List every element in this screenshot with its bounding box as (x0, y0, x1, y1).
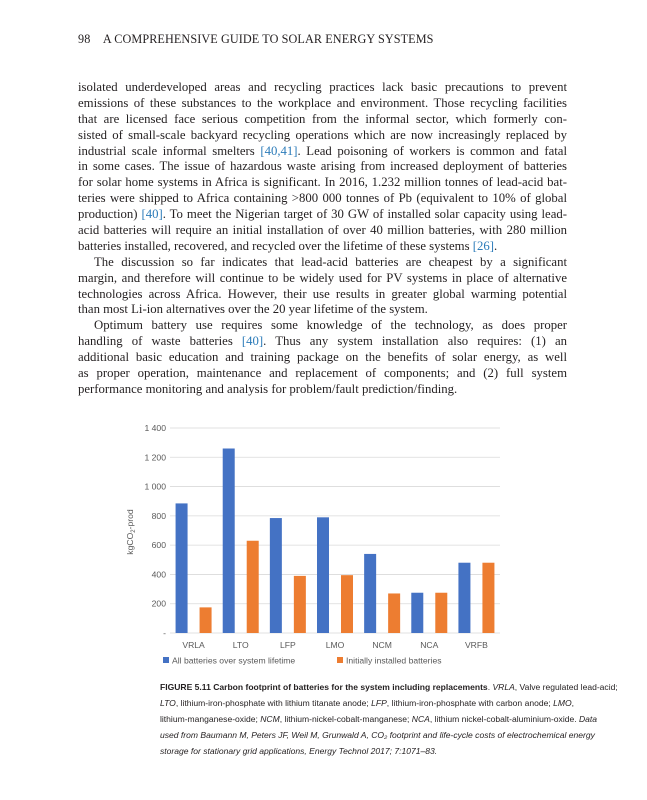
legend-swatch-0 (163, 657, 169, 663)
bar-vrla-initial (200, 607, 212, 633)
page-number: 98 (78, 32, 91, 46)
caption-line (160, 727, 595, 743)
caption-span: NCA (411, 714, 430, 724)
text-span: teries were shipped to Africa containing >800 000 tonnes of Pb (equivalent to 10% of global (78, 191, 567, 206)
bar-lfp-lifetime (270, 518, 282, 633)
y-tick-label: 1 200 (144, 452, 166, 463)
bar-vrfb-initial (482, 563, 494, 633)
citation-link[interactable]: [26] (472, 238, 494, 253)
x-tick-label: LTO (232, 640, 249, 650)
text-span: isolated underdeveloped areas and recycling practices lack basic precautions to prevent (78, 80, 567, 94)
x-tick-label: VRLA (182, 640, 205, 650)
bar-vrla-lifetime (176, 503, 188, 633)
y-tick-label: 1 400 (144, 423, 166, 433)
bar-lfp-initial (294, 576, 306, 633)
caption-span: FIGURE 5.11 Carbon footprint of batteries for the system including replacements (160, 682, 488, 692)
caption-span: NCM (260, 714, 280, 724)
text-span: as proper operation, maintenance and replacement of components; and (2) full system (78, 366, 567, 381)
text-span: that are licensed face serious competition from the informal sector, which formerly con- (78, 111, 567, 126)
y-tick-label: 400 (151, 569, 166, 580)
y-tick-label: 600 (151, 540, 166, 551)
y-tick-label: 200 (151, 598, 166, 609)
figure-caption (160, 679, 618, 759)
text-span: . To meet the Nigerian target of 30 GW of installed solar capacity using lead- (162, 207, 567, 222)
text-span: emissions of these substances to the workplace and environment. Those recycling facilities (78, 95, 567, 110)
caption-span: , (571, 698, 574, 708)
y-tick-label: - (163, 628, 166, 638)
caption-span: , Valve regulated lead-acid; (514, 682, 618, 692)
text-span: . Thus any system installation also requires: (1) an (263, 334, 567, 349)
caption-span: lithium-manganese-oxide; (160, 714, 261, 724)
bar-nca-lifetime (411, 593, 423, 633)
caption-span: storage for stationary grid applications, Energy Technol 2017; 7:1071–83. (160, 746, 438, 756)
citation-link[interactable]: [40,41] (260, 143, 298, 158)
text-span: in some cases. The issue of hazardous waste arising from increased deployment of batteries (78, 159, 567, 174)
bar-ncm-initial (388, 593, 400, 633)
caption-span: VRLA (492, 682, 515, 692)
bar-lmo-initial (341, 575, 353, 633)
caption-span: used from Baumann M, Peters JF, Weil M, Grunwald A, CO₂ footprint and life-cycle costs of electrochemical energy (160, 730, 595, 740)
caption-line (160, 743, 550, 759)
text-span: technologies across Africa. However, their use results in greater global warming potential (78, 286, 567, 301)
caption-span: Data (578, 714, 598, 724)
text-span: production) (78, 207, 142, 222)
legend-label: All batteries over system lifetime (172, 655, 296, 666)
text-span: . Lead poisoning of workers is common and fatal (297, 143, 567, 158)
caption-span: , lithium-nickel-cobalt-manganese; (279, 714, 412, 724)
text-span: performance monitoring and analysis for problem/fault prediction/finding. (78, 381, 458, 396)
caption-span: , lithium-iron-phosphate with lithium titanate anode; (175, 698, 372, 708)
text-span: industrial scale informal smelters (78, 143, 261, 158)
x-tick-label: NCA (420, 640, 439, 650)
citation-link[interactable]: [40] (141, 207, 163, 222)
text-span: Optimum battery use requires some knowledge of the technology, as does proper (94, 318, 567, 333)
x-tick-label: NCM (372, 640, 392, 650)
caption-span: LMO (553, 698, 572, 708)
text-span: acid batteries will require an initial installation of over 40 million batteries, with 280 million (78, 223, 567, 238)
bar-nca-initial (435, 593, 447, 633)
x-tick-label: LMO (325, 640, 345, 650)
text-span: . (494, 238, 498, 253)
caption-line (160, 679, 618, 695)
legend-swatch-1 (337, 657, 343, 663)
bar-lto-lifetime (223, 449, 235, 634)
caption-span: LTO (160, 698, 176, 708)
bar-lmo-lifetime (317, 517, 329, 633)
text-span: batteries installed, recovered, and recycled over the lifetime of these systems (78, 238, 473, 253)
caption-span: , lithium nickel-cobalt-aluminium-oxide. (429, 714, 579, 724)
text-span: sisted of small-scale backyard recycling operations which are now increasingly replaced by (78, 127, 567, 142)
x-tick-label: VRFB (464, 640, 488, 650)
text-span: handling of waste batteries (78, 334, 242, 349)
y-tick-label: 800 (151, 510, 166, 521)
caption-line (160, 711, 598, 727)
caption-span: , lithium-iron-phosphate with carbon anode; (386, 698, 554, 708)
bar-ncm-lifetime (364, 554, 376, 633)
running-title: A COMPREHENSIVE GUIDE TO SOLAR ENERGY SYSTEMS (102, 32, 434, 46)
x-tick-label: LFP (279, 640, 296, 650)
text-span: additional basic education and training package on the benefits of solar energy, as well (78, 350, 567, 365)
text-span: margin, and therefore will continue to be widely used for PV systems in place of alternative (78, 270, 567, 285)
y-axis-label: kgCO$_2$-prod (125, 509, 137, 555)
citation-link[interactable]: [40] (241, 334, 264, 349)
bar-lto-initial (247, 541, 259, 633)
bar-vrfb-lifetime (458, 563, 470, 633)
text-span: The discussion so far indicates that lead-acid batteries are cheapest by a significant (94, 254, 567, 269)
text-span: for solar home systems in Africa is significant. In 2016, 1.232 million tonnes of lead-acid bat- (78, 175, 567, 190)
caption-line (160, 695, 574, 711)
caption-span: . (487, 682, 493, 692)
caption-span: LFP (371, 698, 387, 708)
y-tick-label: 1 000 (144, 481, 166, 492)
legend-label: Initially installed batteries (346, 655, 442, 666)
text-span: than most Li-ion alternatives over the 20 year lifetime of the system. (78, 302, 428, 317)
